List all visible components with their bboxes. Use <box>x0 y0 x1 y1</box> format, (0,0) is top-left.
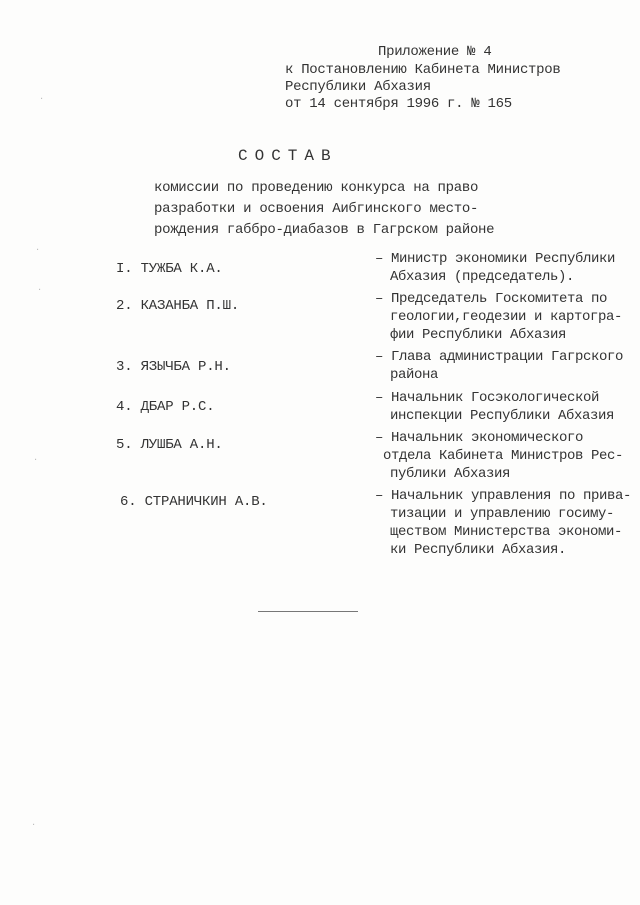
decree-reference: к Постановлению Кабинета Министров <box>285 62 561 78</box>
closing-divider <box>258 611 358 612</box>
subtitle-line: разработки и освоения Аибгинского место- <box>154 201 479 217</box>
member-name: 6. СТРАНИЧКИН А.В. <box>120 494 268 510</box>
role-line: – Глава администрации Гагрского <box>375 349 624 365</box>
role-line: отдела Кабинета Министров Рес- <box>383 448 624 464</box>
member-name: 2. КАЗАНБА П.Ш. <box>116 298 240 314</box>
role-line: геологии,геодезии и картогра- <box>390 309 623 325</box>
member-name: I. ТУЖБА К.А. <box>116 261 223 277</box>
member-name: 5. ЛУШБА А.Н. <box>116 437 223 453</box>
scan-speck: · <box>34 455 38 466</box>
role-line: ществом Министерства экономи- <box>390 524 623 540</box>
role-line: – Начальник управления по прива- <box>375 488 632 504</box>
decree-date: от 14 сентября 1996 г. № 165 <box>285 96 512 112</box>
subtitle-line: рождения габбро-диабазов в Гагрском районе <box>154 222 495 238</box>
member-role <box>375 429 623 483</box>
role-line: – Начальник Госэкологической <box>375 390 600 406</box>
document-title: СОСТАВ <box>238 147 338 165</box>
role-line: тизации и управлению госиму- <box>390 506 615 522</box>
member-role <box>375 487 631 559</box>
role-line: района <box>390 367 439 383</box>
member-name: 4. ДБАР Р.С. <box>116 399 215 415</box>
member-role <box>375 348 623 384</box>
role-line: – Начальник экономического <box>375 430 584 446</box>
role-line: фии Республики Абхазия <box>390 327 567 343</box>
scan-speck: · <box>38 285 42 296</box>
role-line: Абхазия (председатель). <box>390 269 575 285</box>
subtitle-line: комиссии по проведению конкурса на право <box>154 180 479 196</box>
member-role <box>375 389 614 425</box>
republic-name: Республики Абхазия <box>285 79 431 95</box>
role-line: – Председатель Госкомитета по <box>375 291 608 307</box>
appendix-number: Приложение № 4 <box>378 44 492 60</box>
member-name: 3. ЯЗЫЧБА Р.Н. <box>116 359 231 375</box>
member-role <box>375 250 615 286</box>
role-line: – Министр экономики Республики <box>375 251 616 267</box>
role-line: инспекции Республики Абхазия <box>390 408 615 424</box>
member-role <box>375 290 622 344</box>
scan-speck: · <box>40 94 44 105</box>
scan-speck: · <box>36 245 40 256</box>
role-line: ки Республики Абхазия. <box>390 542 567 558</box>
scan-speck: · <box>32 820 36 831</box>
role-line: публики Абхазия <box>390 466 511 482</box>
